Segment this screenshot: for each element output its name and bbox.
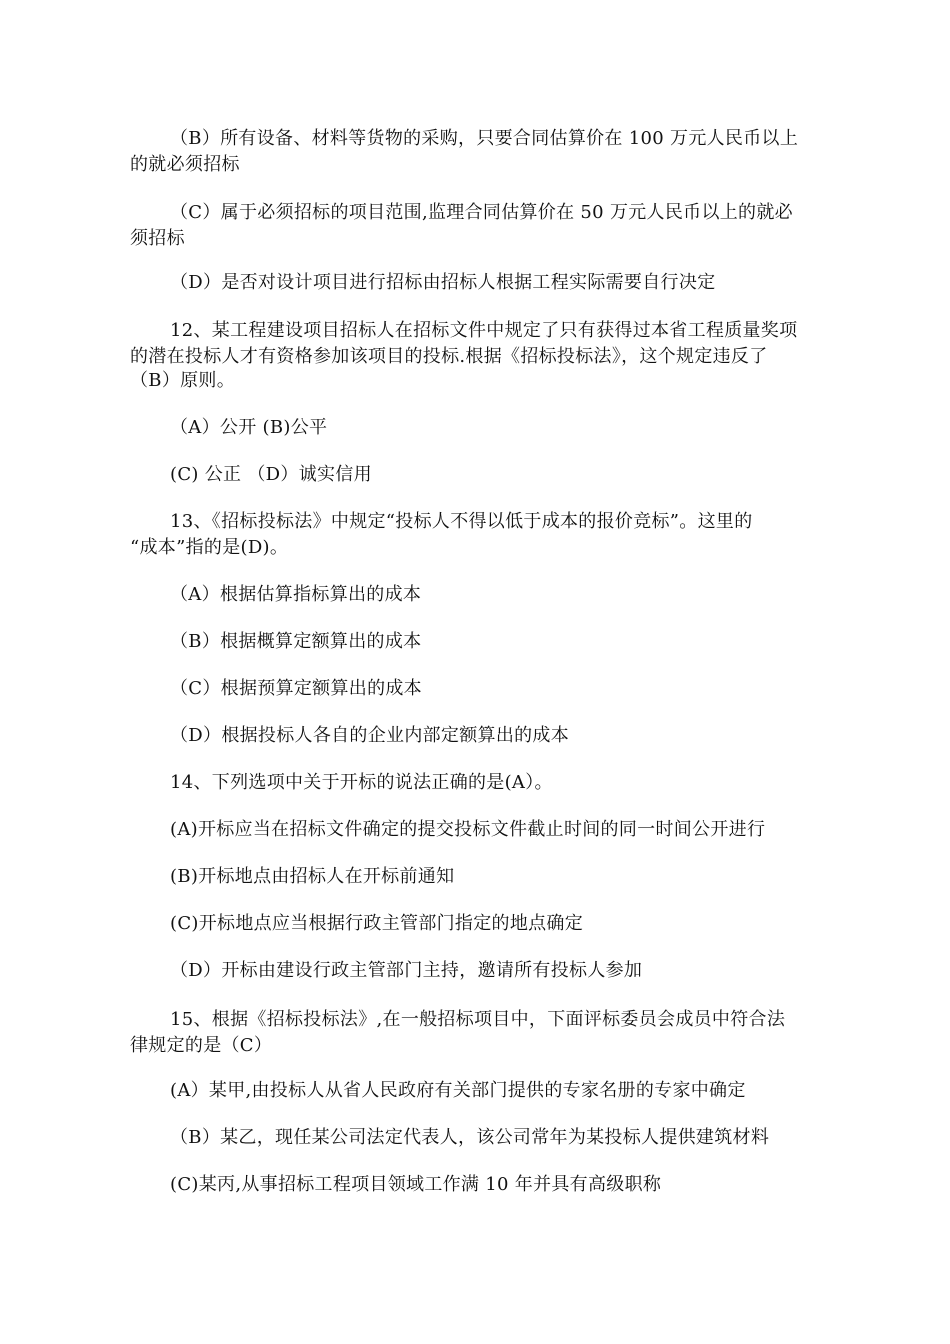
option-13c: （C）根据预算定额算出的成本	[170, 678, 422, 699]
option-14b: (B)开标地点由招标人在开标前通知	[170, 866, 455, 887]
option-13b: （B）根据概算定额算出的成本	[170, 631, 422, 652]
option-11c-line-2: 须招标	[130, 228, 185, 249]
question-15-line-2: 律规定的是（C）	[130, 1035, 273, 1056]
question-13-line-2: “成本”指的是(D)。	[130, 537, 289, 558]
option-13a: （A）根据估算指标算出的成本	[170, 584, 422, 605]
question-13-line-1: 13、《招标投标法》中规定“投标人不得以低于成本的报价竞标”。这里的	[170, 511, 753, 532]
option-11b-line-2: 的就必须招标	[130, 154, 240, 175]
option-15b: （B）某乙，现任某公司法定代表人，该公司常年为某投标人提供建筑材料	[170, 1127, 770, 1148]
option-14c: (C)开标地点应当根据行政主管部门指定的地点确定	[170, 913, 584, 934]
question-12-line-3: （B）原则。	[130, 370, 236, 391]
option-11b-line-1: （B）所有设备、材料等货物的采购，只要合同估算价在 100 万元人民币以上	[170, 128, 799, 149]
question-15-line-1: 15、根据《招标投标法》,在一般招标项目中，下面评标委员会成员中符合法	[170, 1009, 786, 1030]
option-15a: (A）某甲,由投标人从省人民政府有关部门提供的专家名册的专家中确定	[170, 1080, 746, 1101]
options-12-ab: （A）公开 (B)公平	[170, 417, 328, 438]
option-13d: （D）根据投标人各自的企业内部定额算出的成本	[170, 725, 570, 746]
options-12-cd: (C) 公正 （D）诚实信用	[170, 464, 372, 485]
option-11c-line-1: （C）属于必须招标的项目范围,监理合同估算价在 50 万元人民币以上的就必	[170, 202, 793, 223]
option-14d: （D）开标由建设行政主管部门主持，邀请所有投标人参加	[170, 960, 643, 981]
question-12-line-2: 的潜在投标人才有资格参加该项目的投标.根据《招标投标法》，这个规定违反了	[130, 346, 768, 367]
question-12-line-1: 12、某工程建设项目招标人在招标文件中规定了只有获得过本省工程质量奖项	[170, 320, 798, 341]
question-14: 14、下列选项中关于开标的说法正确的是(A）。	[170, 772, 553, 793]
option-11d: （D）是否对设计项目进行招标由招标人根据工程实际需要自行决定	[170, 272, 716, 293]
option-15c: (C)某丙,从事招标工程项目领域工作满 10 年并具有高级职称	[170, 1174, 662, 1195]
option-14a: (A)开标应当在招标文件确定的提交投标文件截止时间的同一时间公开进行	[170, 819, 766, 840]
